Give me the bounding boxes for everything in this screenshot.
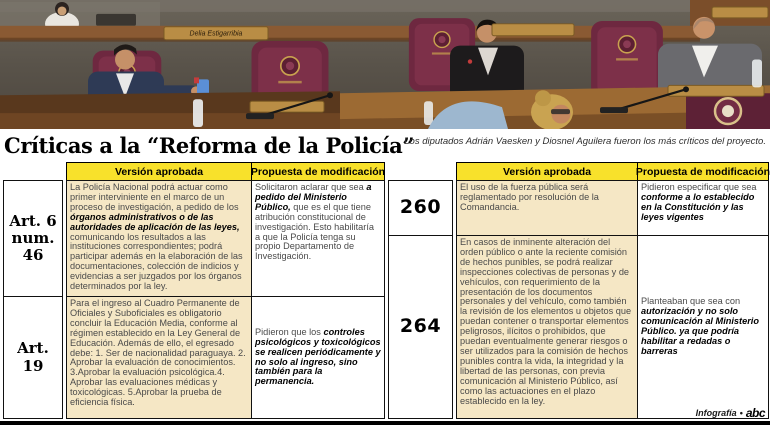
abc-color-logo: abc (745, 406, 765, 420)
cell-264-approved (456, 235, 638, 419)
assembly-chamber-photo (0, 0, 770, 129)
cell-art19-proposal (251, 296, 385, 419)
text-segment: Planteaban que sea con (641, 296, 741, 307)
cell-art19-approved (66, 296, 252, 419)
row-label-264: 264 (388, 235, 453, 419)
nameplate (712, 7, 768, 18)
nameplate-text: Delia Estigarribia (189, 30, 243, 38)
cell-264-proposal (637, 235, 769, 419)
text-segment-bold: autorización y no solo comunicación al Ministerio Público. ya que podría habilitar a redadas o barreras (641, 306, 759, 356)
text-segment: comunicando los resultados a las instituciones correspondientes; podrá participar además en la elaboración de las documentaciones, colección de indicios y evidencias a ser juzgados por los órganos determinados por la ley. (70, 231, 243, 292)
cell-260-proposal (637, 180, 769, 236)
page-title: Críticas a la “Reforma de la Policía” (4, 133, 414, 158)
credit-label: Infografía (695, 408, 737, 418)
nameplate (250, 101, 324, 112)
nameplate (492, 24, 574, 36)
cell-260-approved (456, 180, 638, 236)
text-segment-bold: conforme a lo establecido en la Constitución y las leyes vigentes (641, 191, 755, 222)
credit-separator: • (739, 408, 743, 418)
nameplate-delia-estigarribia (164, 27, 268, 40)
glasses-icon (551, 109, 570, 114)
right-header-proposal: Propuesta de modificación (637, 162, 769, 181)
text-segment: La Policía Nacional podrá actuar como primer interviniente en el marco de un proceso de investigación, a pedido de los (70, 182, 239, 212)
text-segment: Para el ingreso al Cuadro Permanente de Oficiales y Suboficiales es obligatorio concluir la Educación Media, conforme al régimen establecido en la Ley General de Educación. Además de ello, el egresado debe: 1. Ser de nacionalidad paraguaya. 2. Aprobar la evaluación de conocimientos. 3.Aprobar la evaluación psicológica.4. Aprobar las evaluaciones médicas y toxicológicas. 5.Aprobar la prueba de eficiencia física. (70, 298, 246, 408)
text-segment-bold: controles psicológicos y toxicológicos se realicen periódicamente y no solo al ingreso, sino también para la permanencia. (255, 326, 381, 387)
row-label-260: 260 (388, 180, 453, 236)
text-segment: que es el que tiene atribución constitucional de investigación. Esto habilitaría a que la Policía tenga su propio Departamento de Investigación. (255, 201, 374, 262)
text-segment: En casos de inminente alteración del orden público o ante la reciente comisión de hechos punibles, se podrá realizar inspecciones colectivas de personas y de vehículos, con requerimiento de la presentación de los documentos personales y del vehículo, como también la revisión de los elementos u objetos que puedan contener o transportar elementos peligrosos, ilícitos o prohibidos, que puedan eventualmente generar riesgos o ser utilizados para la comisión de hechos punibles contra la vida, la integridad y la libertad de las personas, con previa comunicación al Ministerio Público, así como las actuaciones en el plazo establecido en la ley. (460, 237, 632, 406)
row-label-art-19: Art. 19 (3, 296, 63, 419)
text-segment-bold: órganos administrativos o de las autoridades de aplicación de las leyes, (70, 211, 240, 232)
left-header-proposal: Propuesta de modificación (251, 162, 385, 181)
photo-caption: Los diputados Adrián Vaesken y Diosnel Aguilera fueron los más críticos del proyecto. (404, 136, 766, 147)
text-segment: El uso de la fuerza pública será reglamentado por resolución de la Comandancia. (460, 182, 599, 212)
text-segment: Pidieron especificar que sea (641, 182, 757, 192)
cell-art6-approved (66, 180, 252, 297)
right-header-approved: Versión aprobada (456, 162, 638, 181)
bottom-page-rule (0, 421, 770, 425)
text-segment: Pidieron que los (255, 326, 324, 337)
text-segment-bold: a pedido del Ministerio Público, (255, 182, 372, 212)
desk-front-crest-panel (686, 93, 770, 129)
left-header-approved: Versión aprobada (66, 162, 252, 181)
row-label-art-6-num-46: Art. 6 num. 46 (3, 180, 63, 297)
infographic-credit (696, 406, 765, 420)
cell-art6-proposal (251, 180, 385, 297)
text-segment: Solicitaron aclarar que sea (255, 182, 367, 192)
